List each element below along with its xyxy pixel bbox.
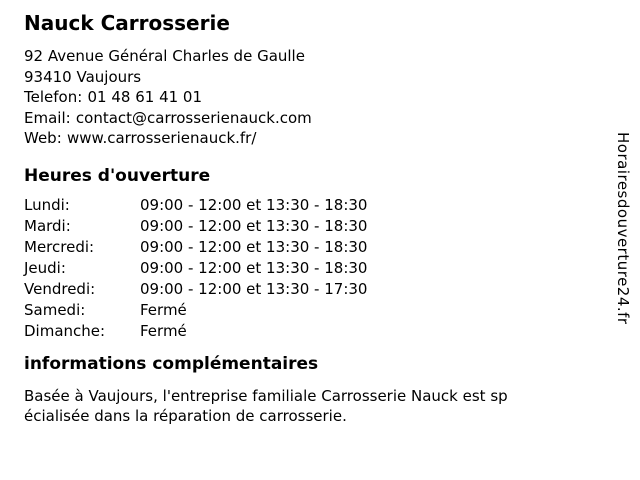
phone-value: 01 48 61 41 01 — [87, 88, 203, 106]
info-text-line: écialisée dans la réparation de carrosserie. — [24, 407, 347, 425]
email-line — [24, 108, 589, 129]
website-label: Web: — [24, 129, 62, 147]
additional-info-heading: informations complémentaires — [24, 353, 319, 374]
contact-block — [24, 46, 589, 149]
main-content — [24, 11, 589, 427]
email-label: Email: — [24, 108, 71, 127]
additional-info-text — [24, 386, 589, 427]
day-hours: Fermé — [140, 321, 187, 340]
day-hours: 09:00 - 12:00 et 13:30 - 18:30 — [140, 216, 368, 235]
email-value: contact@carrosserienauck.com — [75, 108, 312, 127]
day-label: Mardi: — [24, 216, 71, 235]
address-line: 92 Avenue Général Charles de Gaulle — [24, 47, 305, 65]
day-label: Mercredi: — [24, 237, 95, 256]
day-label: Samedi: — [24, 300, 86, 319]
day-hours: 09:00 - 12:00 et 13:30 - 18:30 — [140, 237, 368, 256]
info-text-line: Basée à Vaujours, l'entreprise familiale Carrosserie Nauck est sp — [24, 386, 508, 405]
day-label: Dimanche: — [24, 321, 106, 340]
day-label: Jeudi: — [24, 258, 66, 277]
day-hours: 09:00 - 12:00 et 13:30 - 18:30 — [140, 195, 368, 214]
day-hours: 09:00 - 12:00 et 13:30 - 18:30 — [140, 258, 368, 277]
page-title: Nauck Carrosserie — [24, 11, 230, 35]
day-hours: 09:00 - 12:00 et 13:30 - 17:30 — [140, 279, 368, 298]
day-label: Lundi: — [24, 195, 70, 214]
phone-label: Telefon: — [24, 88, 83, 106]
website-value: www.carrosserienauck.fr/ — [67, 129, 257, 147]
website-line — [24, 128, 589, 149]
opening-hours-table — [24, 195, 589, 342]
phone-line — [24, 87, 589, 108]
site-watermark: Horairesdouverture24.fr — [614, 132, 632, 325]
address-line: 93410 Vaujours — [24, 67, 142, 86]
hours-heading: Heures d'ouverture — [24, 165, 211, 186]
day-hours: Fermé — [140, 300, 187, 319]
day-label: Vendredi: — [24, 279, 96, 298]
